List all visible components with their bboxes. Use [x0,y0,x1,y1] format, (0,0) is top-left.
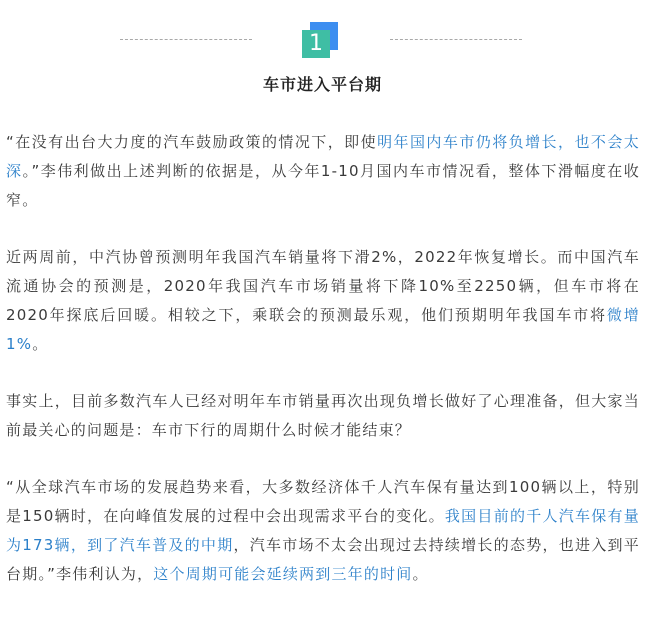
header-divider-right [390,39,522,40]
paragraph-text: 。”李伟利做出上述判断的依据是，从今年1-10月国内车市情况看，整体下滑幅度在收窄。 [6,162,640,209]
section-number: 1 [302,30,330,58]
paragraph-text: “从全球汽车市场的发展趋势来看，大多数经济体千人汽车保有量达到100辆以上，特别是150辆时，在向峰值发展的过程中会出现需求平台的变化。 [6,478,640,525]
header-divider-left [120,39,252,40]
paragraph [6,243,640,359]
paragraph [6,387,640,445]
paragraph-text: ，汽车市场不太会出现过去持续增长的态势，也进入到平台期。”李伟利认为， [6,536,640,583]
highlighted-text: 明年国内车市仍将负增长，也不会太深 [6,133,640,180]
paragraph-text: “在没有出台大力度的汽车鼓励政策的情况下，即使 [6,133,378,151]
paragraph [6,128,640,215]
highlighted-text: 微增1% [6,306,641,353]
article-body [6,128,640,617]
highlighted-text: 这个周期可能会延续两到三年的时间 [153,565,413,583]
section-number-badge [302,22,338,58]
paragraph-text: 事实上，目前多数汽车人已经对明年车市销量再次出现负增长做好了心理准备，但大家当前最关心的问题是：车市下行的周期什么时候才能结束？ [6,392,640,439]
section-title: 车市进入平台期 [262,75,382,94]
paragraph-text: 。 [32,335,49,353]
paragraph [6,473,640,589]
highlighted-text: 我国目前的千人汽车保有量为173辆，到了汽车普及的中期 [6,507,641,554]
paragraph-text: 近两周前，中汽协曾预测明年我国汽车销量将下滑2%，2022年恢复增长。而中国汽车流通协会的预测是，2020年我国汽车市场销量将下降10%至2250辆，但车市将在2020年探底后回暖。相较之下，乘联会的预测最乐观，他们预期明年我国车市将 [6,248,640,324]
paragraph-text: 。 [412,565,429,583]
section-header [0,22,645,62]
